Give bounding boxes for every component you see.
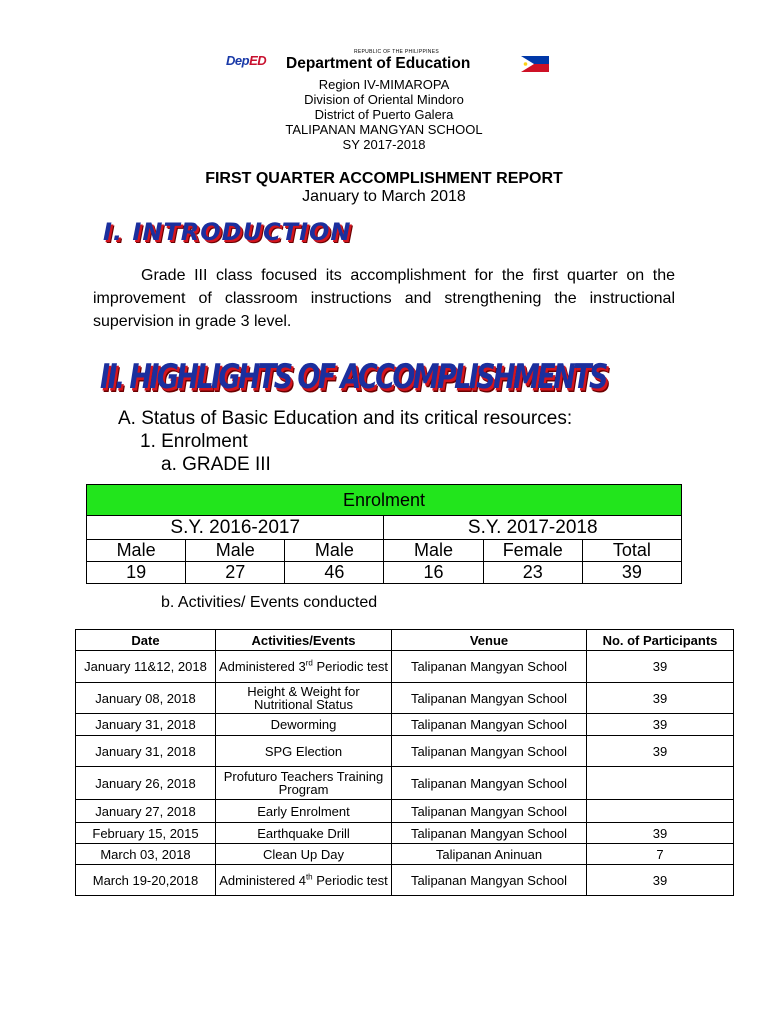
activity-row bbox=[76, 800, 734, 823]
header-line-division: Division of Oriental Mindoro bbox=[304, 92, 464, 107]
enrolment-title: Enrolment bbox=[87, 485, 682, 516]
enrolment-value: 23 bbox=[483, 562, 582, 584]
report-period: January to March 2018 bbox=[302, 188, 466, 205]
activity-row bbox=[76, 736, 734, 767]
activities-header-venue: Venue bbox=[392, 630, 587, 651]
header-line-school: TALIPANAN MANGYAN SCHOOL bbox=[285, 122, 483, 137]
philippine-flag-icon bbox=[521, 56, 549, 72]
activity-row bbox=[76, 651, 734, 683]
activity-row bbox=[76, 714, 734, 736]
activity-date: March 03, 2018 bbox=[76, 844, 216, 865]
activity-event-text: Earthquake Drill bbox=[257, 825, 350, 841]
activity-event-text-rest: Periodic test bbox=[312, 659, 388, 674]
activity-event-text: SPG Election bbox=[264, 743, 343, 759]
activity-participants: 39 bbox=[587, 651, 734, 683]
activity-event-text: Height & Weight for Nutritional Status bbox=[247, 684, 360, 712]
activity-date: January 27, 2018 bbox=[76, 800, 216, 823]
activity-event-text: Early Enrolment bbox=[257, 803, 350, 819]
enrolment-header: Male bbox=[87, 540, 186, 562]
activity-event-text: Profuturo Teachers Training Program bbox=[223, 769, 384, 797]
enrolment-header: Male bbox=[186, 540, 285, 562]
activity-row bbox=[76, 683, 734, 714]
header-line-sy: SY 2017-2018 bbox=[342, 137, 426, 152]
activity-participants bbox=[587, 800, 734, 823]
activity-event-text-rest: Periodic test bbox=[312, 872, 388, 888]
activity-date: January 11&12, 2018 bbox=[76, 651, 216, 683]
activity-venue: Talipanan Mangyan School bbox=[392, 714, 587, 736]
activity-venue: Talipanan Aninuan bbox=[392, 844, 587, 865]
activity-row bbox=[76, 823, 734, 844]
introduction-heading: I. INTRODUCTION bbox=[103, 218, 352, 246]
introduction-text: Grade III class focused its accomplishment for the first quarter on the improvement of classroom instructions and strengthening the instructional supervision in grade 3 level. bbox=[93, 267, 675, 330]
activity-venue: Talipanan Mangyan School bbox=[392, 767, 587, 800]
activity-date: January 08, 2018 bbox=[76, 683, 216, 714]
activity-participants: 39 bbox=[587, 823, 734, 844]
activity-participants: 39 bbox=[587, 865, 734, 896]
enrolment-header: Total bbox=[582, 540, 681, 562]
activity-participants: 39 bbox=[587, 683, 734, 714]
activity-venue: Talipanan Mangyan School bbox=[392, 865, 587, 896]
enrolment-header: Male bbox=[384, 540, 483, 562]
sy-2017-2018: S.Y. 2017-2018 bbox=[384, 516, 682, 540]
activity-event-text: Clean Up Day bbox=[263, 846, 344, 862]
activities-table bbox=[75, 629, 734, 896]
activity-event bbox=[216, 800, 392, 823]
sy-2016-2017: S.Y. 2016-2017 bbox=[87, 516, 384, 540]
activity-venue: Talipanan Mangyan School bbox=[392, 823, 587, 844]
activity-participants bbox=[587, 767, 734, 800]
outline-item-a: A. Status of Basic Education and its critical resources: bbox=[118, 408, 573, 429]
highlights-heading: II. HIGHLIGHTS OF ACCOMPLISHMENTS bbox=[100, 358, 606, 397]
activity-event-ordinal: rd bbox=[305, 658, 313, 668]
activity-participants: 39 bbox=[587, 714, 734, 736]
header-line-district: District of Puerto Galera bbox=[314, 107, 454, 122]
republic-label: REPUBLIC OF THE PHILIPPINES bbox=[354, 49, 439, 55]
activity-event bbox=[216, 823, 392, 844]
activities-header-date: Date bbox=[76, 630, 216, 651]
activity-row bbox=[76, 844, 734, 865]
activity-event-text: Administered 3 bbox=[219, 659, 306, 674]
activity-venue: Talipanan Mangyan School bbox=[392, 683, 587, 714]
activity-event-text: Deworming bbox=[270, 717, 337, 732]
activity-date: March 19-20,2018 bbox=[76, 865, 216, 896]
activity-date: January 31, 2018 bbox=[76, 736, 216, 767]
enrolment-header: Female bbox=[483, 540, 582, 562]
enrolment-value: 27 bbox=[186, 562, 285, 584]
activity-participants: 7 bbox=[587, 844, 734, 865]
activity-venue: Talipanan Mangyan School bbox=[392, 736, 587, 767]
activity-date: January 31, 2018 bbox=[76, 714, 216, 736]
introduction-paragraph bbox=[93, 264, 675, 333]
activity-event bbox=[216, 714, 392, 736]
activity-event bbox=[216, 865, 392, 896]
activities-header-participants: No. of Participants bbox=[587, 630, 734, 651]
enrolment-value: 46 bbox=[285, 562, 384, 584]
enrolment-header: Male bbox=[285, 540, 384, 562]
outline-item-1: 1. Enrolment bbox=[140, 431, 248, 452]
activity-event-ordinal: th bbox=[305, 872, 313, 882]
activity-date: February 15, 2015 bbox=[76, 823, 216, 844]
activity-event bbox=[216, 651, 392, 683]
activities-header-event: Activities/Events bbox=[216, 630, 392, 651]
activity-event bbox=[216, 767, 392, 800]
report-title: FIRST QUARTER ACCOMPLISHMENT REPORT bbox=[205, 170, 563, 187]
activity-row bbox=[76, 865, 734, 896]
outline-item-activities: b. Activities/ Events conducted bbox=[161, 594, 378, 611]
activity-event bbox=[216, 736, 392, 767]
deped-logo: DepED bbox=[226, 53, 267, 68]
letterhead bbox=[226, 50, 556, 80]
activity-row bbox=[76, 767, 734, 800]
enrolment-table bbox=[86, 484, 682, 584]
activity-venue: Talipanan Mangyan School bbox=[392, 800, 587, 823]
activity-venue: Talipanan Mangyan School bbox=[392, 651, 587, 683]
activity-event-text: Administered 4 bbox=[219, 872, 306, 888]
department-name: Department of Education bbox=[286, 55, 471, 72]
activity-event bbox=[216, 683, 392, 714]
enrolment-value: 39 bbox=[582, 562, 681, 584]
enrolment-value: 19 bbox=[87, 562, 186, 584]
header-line-region: Region IV-MIMAROPA bbox=[318, 77, 450, 92]
activity-event bbox=[216, 844, 392, 865]
activity-date: January 26, 2018 bbox=[76, 767, 216, 800]
activity-participants: 39 bbox=[587, 736, 734, 767]
enrolment-value: 16 bbox=[384, 562, 483, 584]
outline-item-grade: a. GRADE III bbox=[161, 454, 271, 475]
